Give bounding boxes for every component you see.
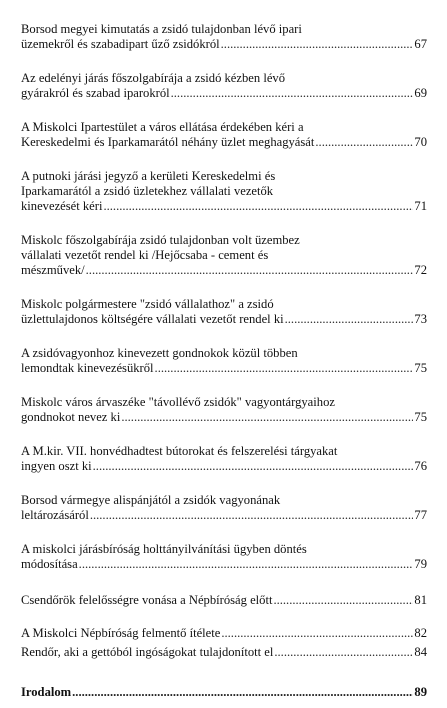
toc-entry-last-line [21,86,427,101]
toc-entry-last-line [21,312,427,327]
toc-entry-page-number: 89 [414,685,427,699]
toc-entry-last-line [21,459,427,474]
toc-entry-title-end: ingyen oszt ki [21,459,92,473]
toc-entry [21,542,427,572]
toc-entry-title-end: lemondtak kinevezésükről [21,361,154,375]
toc-entry-title-line: A putnoki járási jegyző a kerületi Kereskedelmi és [21,169,276,183]
toc-entry-title-end: Kereskedelmi és Iparkamarától néhány üzlet meghagyását [21,135,315,149]
toc-entry-page-number: 77 [414,508,427,522]
toc-entry-page-number: 67 [414,37,427,51]
toc-entry-title-end: üzlettulajdonos költségére vállalati vezetőt rendel ki [21,312,284,326]
toc-entry-last-line [21,37,427,52]
toc-entry-last-line [21,626,427,641]
toc-entry-last-line [21,263,427,278]
toc-entry-last-line [21,685,427,700]
toc-entry-title-line: Miskolc polgármestere "zsidó vállalathoz" a zsidó [21,297,274,311]
dot-leader [273,593,413,608]
dot-leader [103,199,413,214]
toc-entry-last-line [21,508,427,523]
toc-entry [21,233,427,278]
toc-entry-title-end: Csendőrök felelősségre vonása a Népbíróság előtt [21,593,273,607]
toc-entry [21,626,427,641]
toc-entry-title-end: módosítása [21,557,78,571]
toc-entry [21,493,427,523]
table-of-contents [21,22,427,700]
toc-entry-page-number: 75 [414,361,427,375]
toc-entry [21,169,427,214]
toc-entry-title-end: A Miskolci Népbíróság felmentő ítélete [21,626,221,640]
toc-entry-title-end: Rendőr, aki a gettóból ingóságokat tulajdonított el [21,645,274,659]
toc-entry-title-line: A M.kir. VII. honvédhadtest bútorokat és felszerelési tárgyakat [21,444,338,458]
toc-entry-page-number: 70 [414,135,427,149]
dot-leader [121,410,413,425]
toc-entry-title-line: A zsidóvagyonhoz kinevezett gondnokok közül többen [21,346,298,360]
toc-entry [21,71,427,101]
toc-entry-page-number: 73 [414,312,427,326]
toc-entry-last-line [21,593,427,608]
toc-entry-page-number: 75 [414,410,427,424]
dot-leader [285,312,414,327]
dot-leader [79,557,414,572]
toc-entry-last-line [21,557,427,572]
toc-entry [21,22,427,52]
toc-entry [21,120,427,150]
toc-entry-last-line [21,645,427,660]
toc-entry [21,395,427,425]
toc-entry [21,444,427,474]
toc-entry-title-end: gyárakról és szabad iparokról [21,86,170,100]
toc-entry-page-number: 81 [414,593,427,607]
dot-leader [93,459,414,474]
toc-entry-title-end: üzemekről és szabadipart űző zsidókról [21,37,220,51]
toc-entry-title-end: gondnokot nevez ki [21,410,121,424]
dot-leader [171,86,414,101]
toc-entry [21,346,427,376]
toc-entry-title-line: A Miskolci Ipartestület a város ellátása érdekében kéri a [21,120,304,134]
toc-entry-page-number: 71 [414,199,427,213]
toc-entry-page-number: 76 [414,459,427,473]
dot-leader [90,508,414,523]
toc-entry-last-line [21,135,427,150]
toc-entry-page-number: 79 [414,557,427,571]
toc-entry-title-line: A miskolci járásbíróság holttányilvánítási ügyben döntés [21,542,307,556]
toc-entry-last-line [21,199,427,214]
toc-entry [21,297,427,327]
toc-entry-page-number: 82 [414,626,427,640]
toc-entry-title-line: Borsod megyei kimutatás a zsidó tulajdonban lévő ipari [21,22,302,36]
toc-entry-page-number: 84 [414,645,427,659]
toc-entry-bibliography [21,685,427,700]
toc-entry-title-line: Borsod vármegye alispánjától a zsidók vagyonának [21,493,281,507]
dot-leader [221,37,414,52]
toc-entry-title-end: kinevezését kéri [21,199,103,213]
toc-entry-title-line: Iparkamarától a zsidó üzletekhez vállalati vezetők [21,184,274,198]
toc-entry [21,593,427,608]
toc-entry-title-line: Miskolc főszolgabírája zsidó tulajdonban volt üzembez [21,233,300,247]
toc-entry-last-line [21,410,427,425]
toc-entry-last-line [21,361,427,376]
dot-leader [86,263,414,278]
dot-leader [72,685,413,700]
toc-entry-title-end: mészművek/ [21,263,85,277]
toc-entry-page-number: 69 [414,86,427,100]
dot-leader [221,626,413,641]
toc-entry [21,645,427,660]
dot-leader [274,645,413,660]
toc-entry-title-line: Miskolc város árvaszéke "távollévő zsidók" vagyontárgyaihoz [21,395,335,409]
toc-entry-title-line: vállalati vezetőt rendel ki /Hejőcsaba - cement és [21,248,269,262]
toc-entry-title-end: Irodalom [21,685,72,699]
dot-leader [315,135,413,150]
dot-leader [155,361,414,376]
toc-entry-title-line: Az edelényi járás főszolgabírája a zsidó kézben lévő [21,71,286,85]
toc-entry-title-end: leltározásáról [21,508,89,522]
toc-entry-page-number: 72 [414,263,427,277]
